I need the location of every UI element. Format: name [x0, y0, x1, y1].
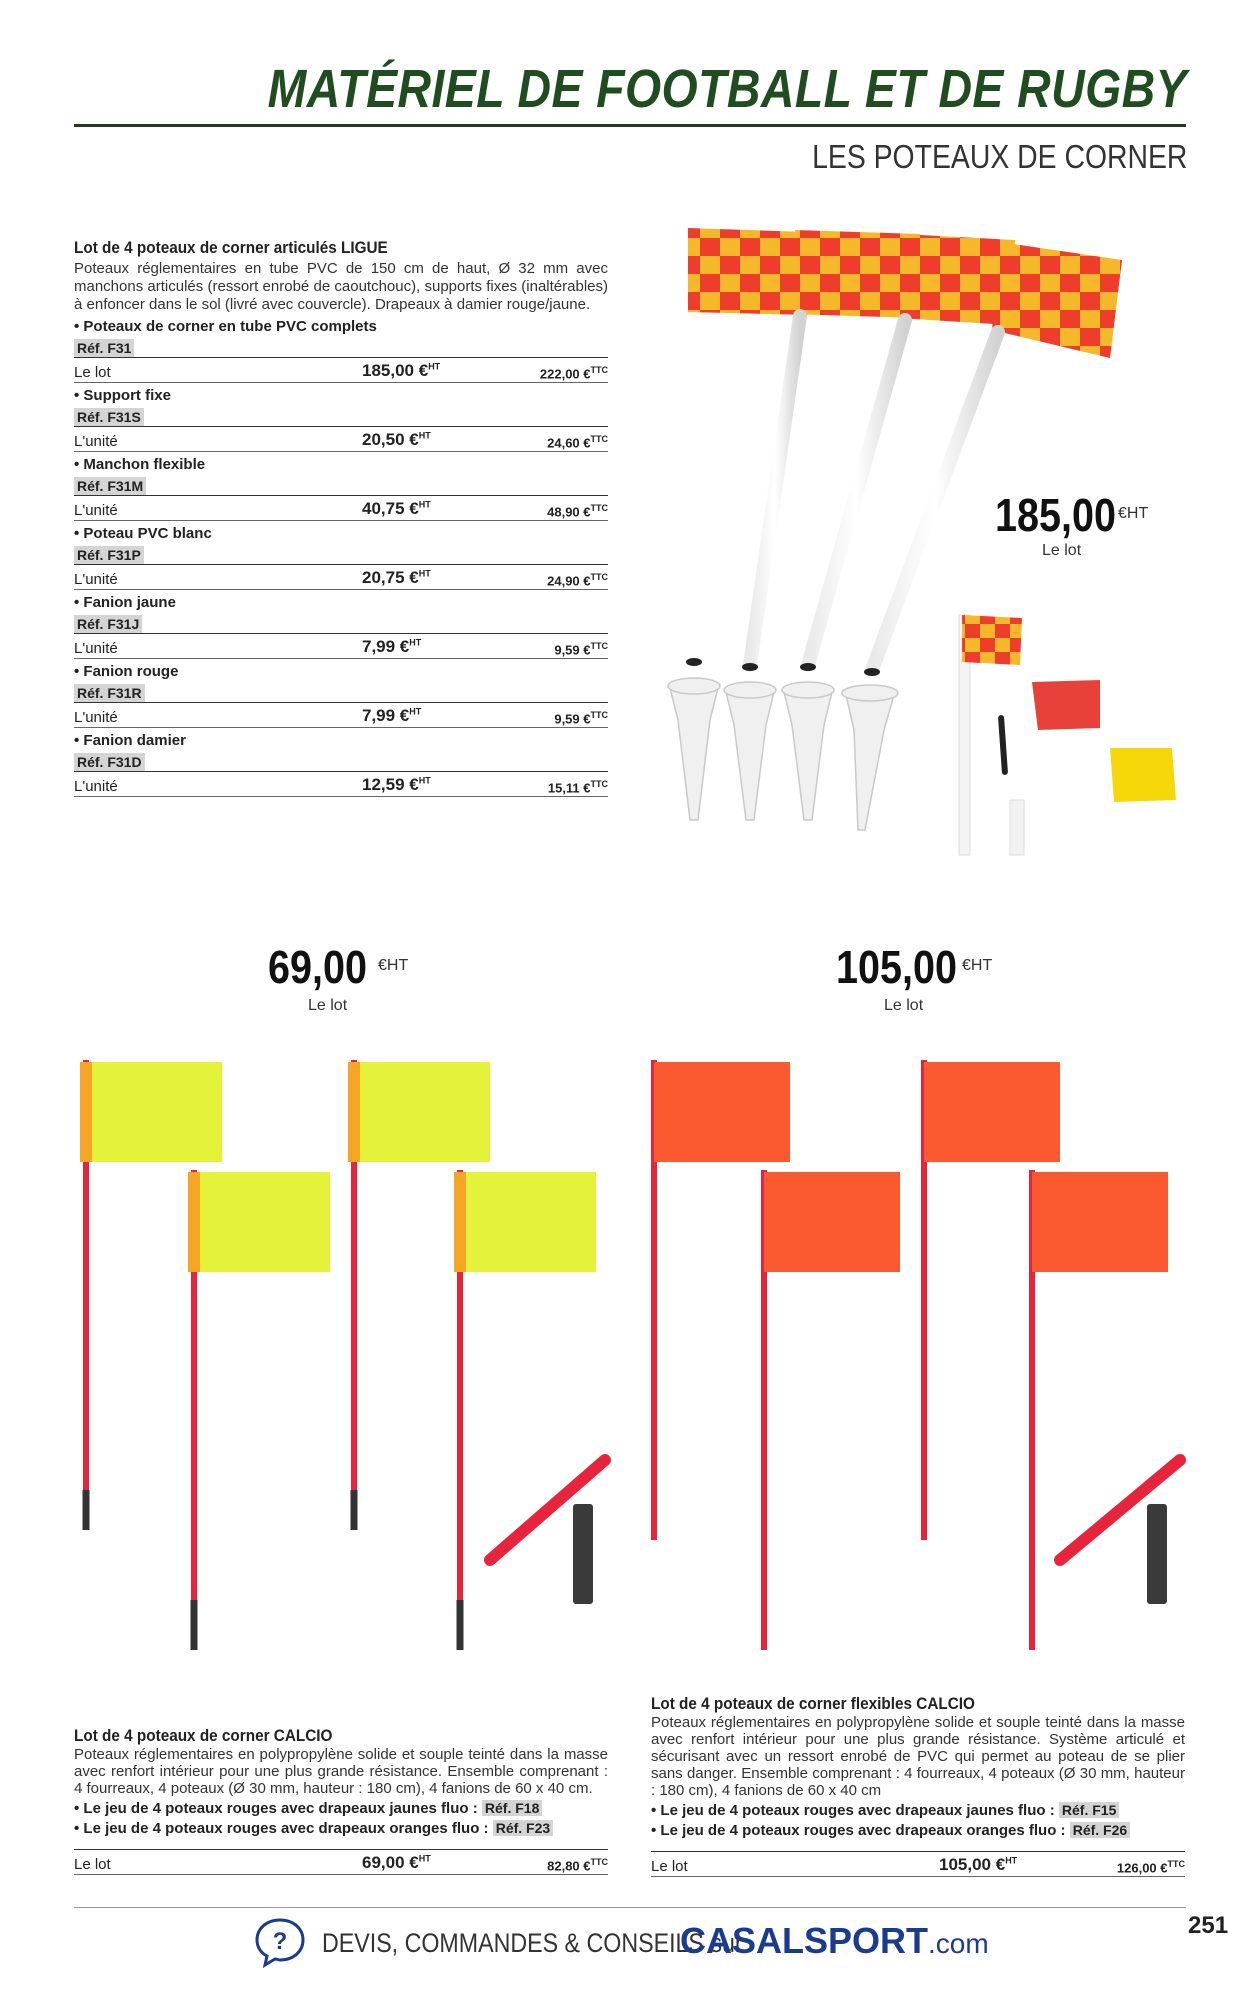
item-price-ht: 40,75 €$^{HT}$	[362, 499, 431, 518]
item-price-row	[74, 772, 608, 797]
ligue-price-badge	[995, 488, 1136, 542]
item-ref-row	[74, 751, 608, 772]
title-divider	[74, 124, 1186, 127]
product-calcio-flex-option-orange: • Le jeu de 4 poteaux rouges avec drapeaux oranges fluo : Réf. F26	[651, 1822, 1185, 1839]
item-name: • Fanion damier	[74, 732, 186, 749]
item-price-ttc: 24,60 €$^{TTC}$	[547, 433, 608, 450]
ligue-big-label: Le lot	[1042, 542, 1082, 559]
item-price-row	[74, 634, 608, 659]
item-price-ht: 7,99 €$^{HT}$	[362, 706, 422, 725]
item-ref: Réf. F31D	[74, 753, 145, 771]
item-price-row	[74, 358, 608, 383]
item-ref-row	[74, 337, 608, 358]
product-calcio-option-orange: • Le jeu de 4 poteaux rouges avec drapeaux oranges fluo : Réf. F23	[74, 1820, 608, 1837]
item-price-ttc: 24,90 €$^{TTC}$	[547, 571, 608, 588]
item-price-ttc: 9,59 €$^{TTC}$	[554, 709, 608, 726]
item-price-ht: 7,99 €$^{HT}$	[362, 637, 422, 656]
brand-domain: .com	[928, 1928, 989, 1959]
ligue-big-currency: €HT	[1118, 505, 1149, 522]
question-bubble-icon	[252, 1914, 308, 1970]
item-price-ht: 20,75 €$^{HT}$	[362, 568, 431, 587]
corner-accessories-image	[950, 610, 1190, 860]
product-ligue-block	[74, 238, 608, 797]
footer-contact-text: DEVIS, COMMANDES & CONSEILS sur	[322, 1928, 743, 1958]
product-calcio-description: Poteaux réglementaires en polypropylène solide et souple teinté dans la masse avec renfort intérieur pour une plus grande résistance. Ensemble comprenant : 4 fourreaux, 4 poteaux (Ø 30 mm, hauteur : 180 cm), 4 fanions de 60 x 40 cm.	[74, 1746, 608, 1797]
item-ref: Réf. F31	[74, 339, 134, 357]
section-subtitle: LES POTEAUX DE CORNER	[811, 138, 1187, 175]
calcio-big-currency: €HT	[378, 957, 409, 974]
item-unit: L'unité	[74, 433, 118, 450]
item-unit: Le lot	[74, 364, 111, 381]
item-price-ttc: 48,90 €$^{TTC}$	[547, 502, 608, 519]
product-calcio-flex-option-yellow: • Le jeu de 4 poteaux rouges avec drapeaux jaunes fluo : Réf. F15	[651, 1802, 1185, 1819]
item-ref-row	[74, 544, 608, 565]
item-ref: Réf. F31S	[74, 408, 144, 426]
item-name: • Fanion jaune	[74, 594, 176, 611]
item-price-ttc: 15,11 €$^{TTC}$	[547, 778, 608, 795]
item-ref-row	[74, 406, 608, 427]
item-ref-row	[74, 613, 608, 634]
item-name: • Support fixe	[74, 387, 171, 404]
item-price-row	[74, 427, 608, 452]
item-name: • Poteaux de corner en tube PVC complets	[74, 318, 377, 335]
item-ref-row	[74, 475, 608, 496]
product-calcio-option-yellow: • Le jeu de 4 poteaux rouges avec drapeaux jaunes fluo : Réf. F18	[74, 1800, 608, 1817]
product-calcio-block	[74, 1726, 608, 1875]
item-ref: Réf. F31M	[74, 477, 146, 495]
item-unit: L'unité	[74, 778, 118, 795]
footer-divider	[74, 1907, 1186, 1908]
item-price-ht: 20,50 €$^{HT}$	[362, 430, 431, 449]
item-ref: Réf. F31P	[74, 546, 144, 564]
item-unit: L'unité	[74, 640, 118, 657]
item-unit: L'unité	[74, 571, 118, 588]
footer-brand-link[interactable]	[680, 1920, 989, 1962]
calcio-flex-big-label: Le lot	[884, 997, 924, 1014]
ref-f18: Réf. F18	[482, 1800, 542, 1816]
item-unit: L'unité	[74, 709, 118, 726]
item-price-row	[74, 703, 608, 728]
ref-f23: Réf. F23	[493, 1820, 553, 1836]
ligue-big-price: 185,00	[995, 489, 1117, 541]
product-calcio-title: Lot de 4 poteaux de corner CALCIO	[74, 1726, 333, 1745]
item-unit: L'unité	[74, 502, 118, 519]
calcio-price-row: Le lot 69,00 €$^{HT}$ 82,80 €$^{TTC}$	[74, 1849, 608, 1875]
calcio-flex-price-row: Le lot 105,00 €$^{HT}$ 126,00 €$^{TTC}$	[651, 1851, 1185, 1877]
product-ligue-items	[74, 318, 608, 797]
item-price-ttc: 9,59 €$^{TTC}$	[554, 640, 608, 657]
ref-f15: Réf. F15	[1059, 1802, 1119, 1818]
item-price-ht: 12,59 €$^{HT}$	[362, 775, 431, 794]
product-ligue-title: Lot de 4 poteaux de corner articulés LIGUE	[74, 238, 388, 257]
item-name: • Poteau PVC blanc	[74, 525, 212, 542]
calcio-flex-big-currency: €HT	[962, 957, 993, 974]
item-ref: Réf. F31R	[74, 684, 145, 702]
item-ref: Réf. F31J	[74, 615, 142, 633]
page-title: MATÉRIEL DE FOOTBALL ET DE RUGBY	[267, 59, 1187, 119]
product-ligue-description: Poteaux réglementaires en tube PVC de 150 cm de haut, Ø 32 mm avec manchons articulés (ressort enrobé de caoutchouc), supports fixes (inaltérables) à enfoncer dans le sol (livré avec couvercle). Drapeaux à damier rouge/jaune.	[74, 260, 608, 313]
calcio-yellow-flags-image	[70, 1050, 620, 1670]
item-price-ttc: 222,00 €$^{TTC}$	[539, 364, 608, 381]
calcio-orange-flags-image	[640, 1050, 1190, 1670]
product-calcio-flex-block	[651, 1694, 1185, 1877]
item-name: • Manchon flexible	[74, 456, 206, 473]
ref-f26: Réf. F26	[1070, 1822, 1130, 1838]
item-price-row	[74, 565, 608, 590]
brand-name: CASALSPORT	[680, 1920, 929, 1961]
item-price-row	[74, 496, 608, 521]
item-name: • Fanion rouge	[74, 663, 179, 680]
calcio-big-price: 69,00	[268, 941, 368, 993]
page-number: 251	[1188, 1912, 1229, 1939]
item-ref-row	[74, 682, 608, 703]
product-calcio-flex-title: Lot de 4 poteaux de corner flexibles CALCIO	[651, 1694, 975, 1713]
item-price-ht: 185,00 €$^{HT}$	[362, 361, 441, 380]
svg-text:?: ?	[272, 1928, 288, 1955]
calcio-flex-big-price: 105,00	[836, 941, 958, 993]
calcio-big-label: Le lot	[308, 997, 348, 1014]
product-calcio-flex-description: Poteaux réglementaires en polypropylène solide et souple teinté dans la masse avec renfort intérieur pour une plus grande résistance. Système articulé et sécurisant avec un ressort enrobé de PVC qui permet au poteau de se plier sans danger. Ensemble comprenant : 4 fourreaux, 4 poteaux (Ø 30 mm, hauteur : 180 cm), 4 fanions de 60 x 40 cm	[651, 1714, 1185, 1799]
